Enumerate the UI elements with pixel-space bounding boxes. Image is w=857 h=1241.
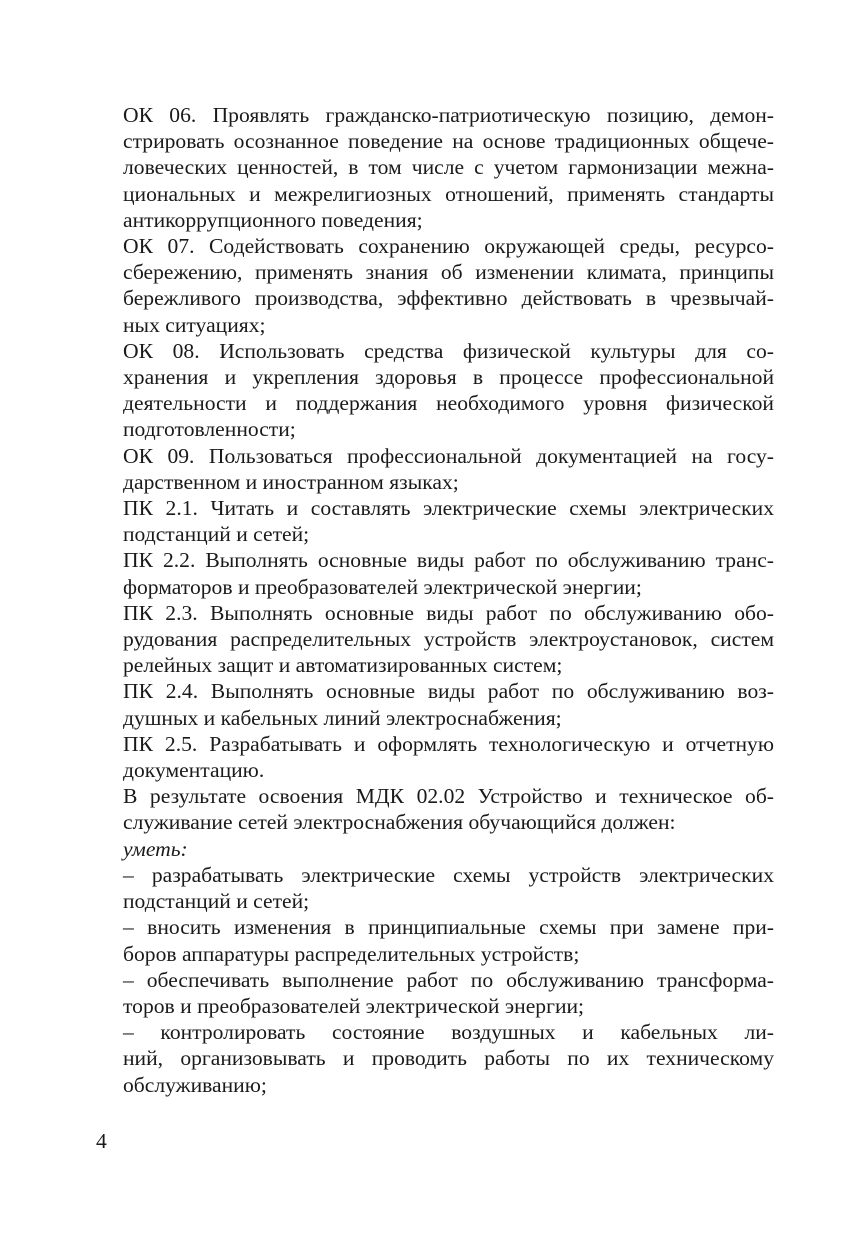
paragraph [96,443,774,495]
text-line: ПК 2.4. Выполнять основные виды работ по обслуживанию воз- [123,679,774,704]
text-line: ОК 08. Использовать средства физической культуры для со- [123,338,774,363]
paragraph [96,495,774,547]
text-line: – обеспечивать выполнение работ по обслуживанию трансформа- [123,967,774,992]
text-line: ОК 06. Проявлять гражданско-патриотическую позицию, демон- [123,103,774,127]
text-line: стрировать осознанное поведение на основе традиционных общече- [123,129,774,154]
text-line: циональных и межрелигиозных отношений, применять стандарты [123,181,774,206]
text-line: ПК 2.2. Выполнять основные виды работ по обслуживанию транс- [123,548,774,573]
paragraph [96,600,774,679]
text-line: обслуживанию; [123,1072,267,1097]
text-line: ловеческих ценностей, в том числе с учетом гармонизации межна- [123,155,774,180]
text-line: ОК 07. Содействовать сохранению окружающей среды, ресурсо- [123,234,774,259]
text-line: антикоррупционного поведения; [123,207,423,232]
text-line: документацию. [123,758,265,783]
text-line: ний, организовывать и проводить работы по их техническому [123,1046,774,1071]
paragraph [96,678,774,730]
text-line: душных и кабельных линий электроснабжения; [123,705,562,730]
text-line: – контролировать состояние воздушных и кабельных ли- [123,1020,774,1045]
paragraph [96,914,774,966]
section-label [96,836,774,862]
page-number: 4 [96,1129,107,1153]
text-line: – разрабатывать электрические схемы устройств электрических [123,862,774,887]
text-line: В результате освоения МДК 02.02 Устройство и техническое об- [123,784,774,809]
text-line: служивание сетей электроснабжения обучающийся должен: [123,810,676,835]
paragraph [96,967,774,1019]
text-line: торов и преобразователей электрической энергии; [123,993,585,1018]
text-line: – вносить изменения в принципиальные схемы при замене при- [123,915,774,940]
text-line: хранения и укрепления здоровья в процессе профессиональной [123,365,774,390]
text-line: ПК 2.3. Выполнять основные виды работ по обслуживанию обо- [123,600,774,625]
body-text [96,102,774,1098]
text-line: боров аппаратуры распределительных устройств; [123,941,580,966]
text-line: рудования распределительных устройств электроустановок, систем [123,627,774,652]
text-line: деятельности и поддержания необходимого уровня физической [123,391,774,416]
text-line: ных ситуациях; [123,312,266,337]
text-line: уметь: [123,836,188,861]
paragraph [96,783,774,835]
text-line: сбережению, применять знания об изменении климата, принципы [123,260,774,285]
text-line: ОК 09. Пользоваться профессиональной документацией на госу- [123,443,774,468]
paragraph [96,547,774,599]
paragraph [96,233,774,338]
text-line: подготовленности; [123,417,296,442]
paragraph [96,731,774,783]
text-line: подстанций и сетей; [123,522,310,547]
text-line: бережливого производства, эффективно действовать в чрезвычай- [123,286,774,311]
text-line: релейных защит и автоматизированных систем; [123,653,563,678]
paragraph [96,1019,774,1098]
text-line: подстанций и сетей; [123,889,310,914]
text-line: ПК 2.5. Разрабатывать и оформлять технологическую и отчетную [123,731,774,756]
paragraph [96,338,774,443]
text-line: форматоров и преобразователей электрической энергии; [123,574,642,599]
text-line: ПК 2.1. Читать и составлять электрические схемы электрических [123,496,774,521]
paragraph [96,102,774,233]
paragraph [96,862,774,914]
text-line: дарственном и иностранном языках; [123,469,459,494]
